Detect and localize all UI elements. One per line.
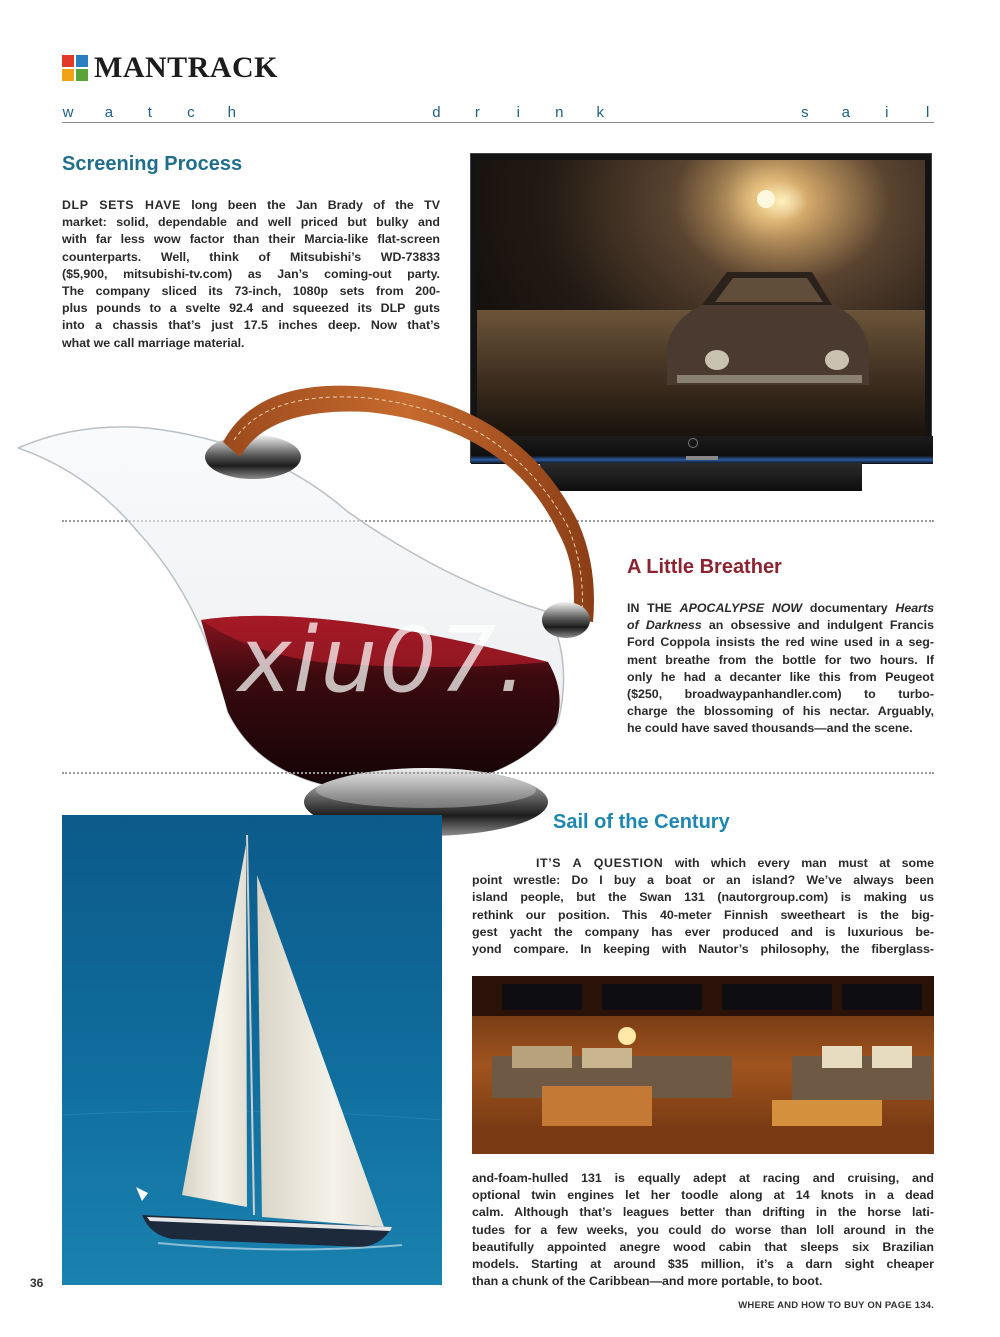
line-text: calm. Although that’s leagues better than drifting in the horse lati- <box>472 1205 934 1220</box>
section-divider <box>62 772 934 774</box>
line-text: with far less wow factor than their Marcia-like flat-screen <box>62 232 440 247</box>
article-body-screening <box>62 197 440 352</box>
line-text: island people, but the Swan 131 (nautorgroup.com) is making us <box>472 890 934 905</box>
article-body-breather <box>627 600 934 738</box>
masthead-title: MANTRACK <box>94 51 278 84</box>
body-line <box>472 1204 934 1221</box>
body-line <box>472 1256 934 1273</box>
line-text: than a chunk of the Caribbean—and more portable, to boot. <box>472 1274 823 1289</box>
line-segment: charge the blossoming of his nectar. Arguably, <box>627 704 934 719</box>
line-text: plus pounds to a svelte 92.4 and squeezed its DLP guts <box>62 301 440 316</box>
body-line <box>62 317 440 334</box>
line-text: yond compare. In keeping with Nautor’s philosophy, the fiberglass- <box>472 942 934 957</box>
line-segment: Hearts <box>895 601 934 615</box>
nav-letter <box>308 104 320 122</box>
nav-letter: t <box>147 104 152 121</box>
line-segment: documentary <box>802 601 896 615</box>
body-line <box>472 1170 934 1187</box>
nav-letter: s <box>801 104 809 121</box>
body-line <box>62 335 440 352</box>
line-segment: only he had a decanter like this from Peugeot <box>627 669 934 684</box>
body-line <box>627 669 934 686</box>
section-title-sail: Sail of the Century <box>553 811 730 833</box>
body-line <box>62 249 440 266</box>
line-text: gest yacht the company has ever produced and is luxurious be- <box>472 924 934 939</box>
body-line <box>472 907 934 924</box>
body-line <box>472 1187 934 1204</box>
line-text: ($5,900, mitsubishi-tv.com) as Jan’s coming-out party. <box>62 266 440 281</box>
line-text: counterparts. Well, think of Mitsubishi’s WD-73833 <box>62 249 440 264</box>
line-text: tudes for a few weeks, you could do worse than loll around in the <box>472 1222 934 1237</box>
line-segment: IN THE <box>627 601 680 615</box>
body-line <box>472 855 934 872</box>
nav-letter: c <box>187 104 195 121</box>
nav-letter <box>717 104 729 122</box>
nav-letter: i <box>885 104 889 121</box>
section-title-screening: Screening Process <box>62 153 243 175</box>
line-text: point wrestle: Do I buy a boat or an island? We’ve always been <box>472 873 934 888</box>
line-text: into a chassis that’s just 17.5 inches deep. Now that’s <box>62 318 440 333</box>
page-number: 36 <box>30 1276 44 1290</box>
line-segment: ($250, broadwaypanhandler.com) to turbo- <box>627 687 934 702</box>
watermark-text: xiu07. <box>238 608 529 713</box>
body-line <box>62 214 440 231</box>
body-line <box>62 266 440 283</box>
body-line <box>472 889 934 906</box>
lead-in: IT’S A QUESTION <box>536 856 664 870</box>
nav-letter: w <box>62 104 74 121</box>
nav-letter: a <box>104 104 114 121</box>
yacht-cabin-photo <box>472 976 934 1154</box>
nav-letter <box>267 104 279 122</box>
body-line <box>627 703 934 720</box>
nav-letter <box>349 104 361 122</box>
buying-guide-note: WHERE AND HOW TO BUY ON PAGE 134. <box>738 1300 934 1311</box>
body-line <box>627 600 934 617</box>
article-body-sail-top <box>472 855 934 958</box>
line-segment: he could have saved thousands—and the scene. <box>627 721 913 736</box>
body-line <box>472 1222 934 1239</box>
line-text: The company sliced its 73-inch, 1080p sets from 200- <box>62 284 440 299</box>
nav-letter: h <box>227 104 236 121</box>
body-line <box>472 1239 934 1256</box>
nav-letter: i <box>516 104 520 121</box>
body-line <box>472 1273 934 1290</box>
line-text: market: solid, dependable and well priced but bulky and <box>62 215 440 230</box>
nav-letter: d <box>432 104 441 121</box>
masthead-logo <box>62 52 278 84</box>
body-line <box>627 652 934 669</box>
line-text: rethink our position. This 40-meter Finnish sweetheart is the big- <box>472 907 934 922</box>
lead-in: DLP SETS HAVE <box>62 198 181 212</box>
line-text: models. Starting at around $35 million, it’s a darn sight cheaper <box>472 1257 934 1272</box>
line-text: beautifully appointed anegre wood cabin that sleeps six Brazilian <box>472 1239 934 1254</box>
section-title-breather: A Little Breather <box>627 556 782 578</box>
line-text: what we call marriage material. <box>62 335 245 350</box>
body-line <box>62 231 440 248</box>
line-text: with which every man must at some <box>663 856 935 870</box>
wine-decanter-photo <box>18 362 628 842</box>
nav-letter <box>676 104 688 122</box>
line-segment: of Darkness <box>627 618 702 633</box>
line-text: optional twin engines let her toodle along at 14 knots in a dead <box>472 1188 934 1203</box>
line-segment: ment breathe from the bottle for two hours. If <box>627 652 934 667</box>
nav-letter: l <box>926 104 930 121</box>
nav-divider <box>62 122 934 123</box>
line-segment: APOCALYPSE NOW <box>679 601 803 615</box>
nav-letter <box>635 104 647 122</box>
line-text: and-foam-hulled 131 is equally adept at racing and cruising, and <box>472 1171 934 1185</box>
body-line <box>62 197 440 214</box>
nav-letter: a <box>841 104 850 121</box>
body-line <box>62 300 440 317</box>
line-segment: an obsessive and indulgent Francis <box>701 618 934 633</box>
body-line <box>472 872 934 889</box>
body-line <box>627 720 934 737</box>
nav-letter: n <box>555 104 564 121</box>
nav-letter <box>390 104 402 122</box>
line-text: long been the Jan Brady of the TV <box>180 198 441 212</box>
line-segment: Ford Coppola insists the red wine used in a seg- <box>627 635 934 650</box>
body-line <box>627 634 934 651</box>
nav-letter: k <box>596 104 604 121</box>
section-nav <box>62 104 934 122</box>
nav-letter <box>758 104 770 122</box>
nav-letter: r <box>474 104 480 121</box>
logo-mark-icon <box>62 55 88 81</box>
body-line <box>627 686 934 703</box>
body-line <box>627 617 934 634</box>
body-line <box>62 283 440 300</box>
article-body-sail-bottom <box>472 1170 934 1290</box>
body-line <box>472 924 934 941</box>
sailing-yacht-photo <box>62 815 442 1285</box>
body-line <box>472 941 934 958</box>
